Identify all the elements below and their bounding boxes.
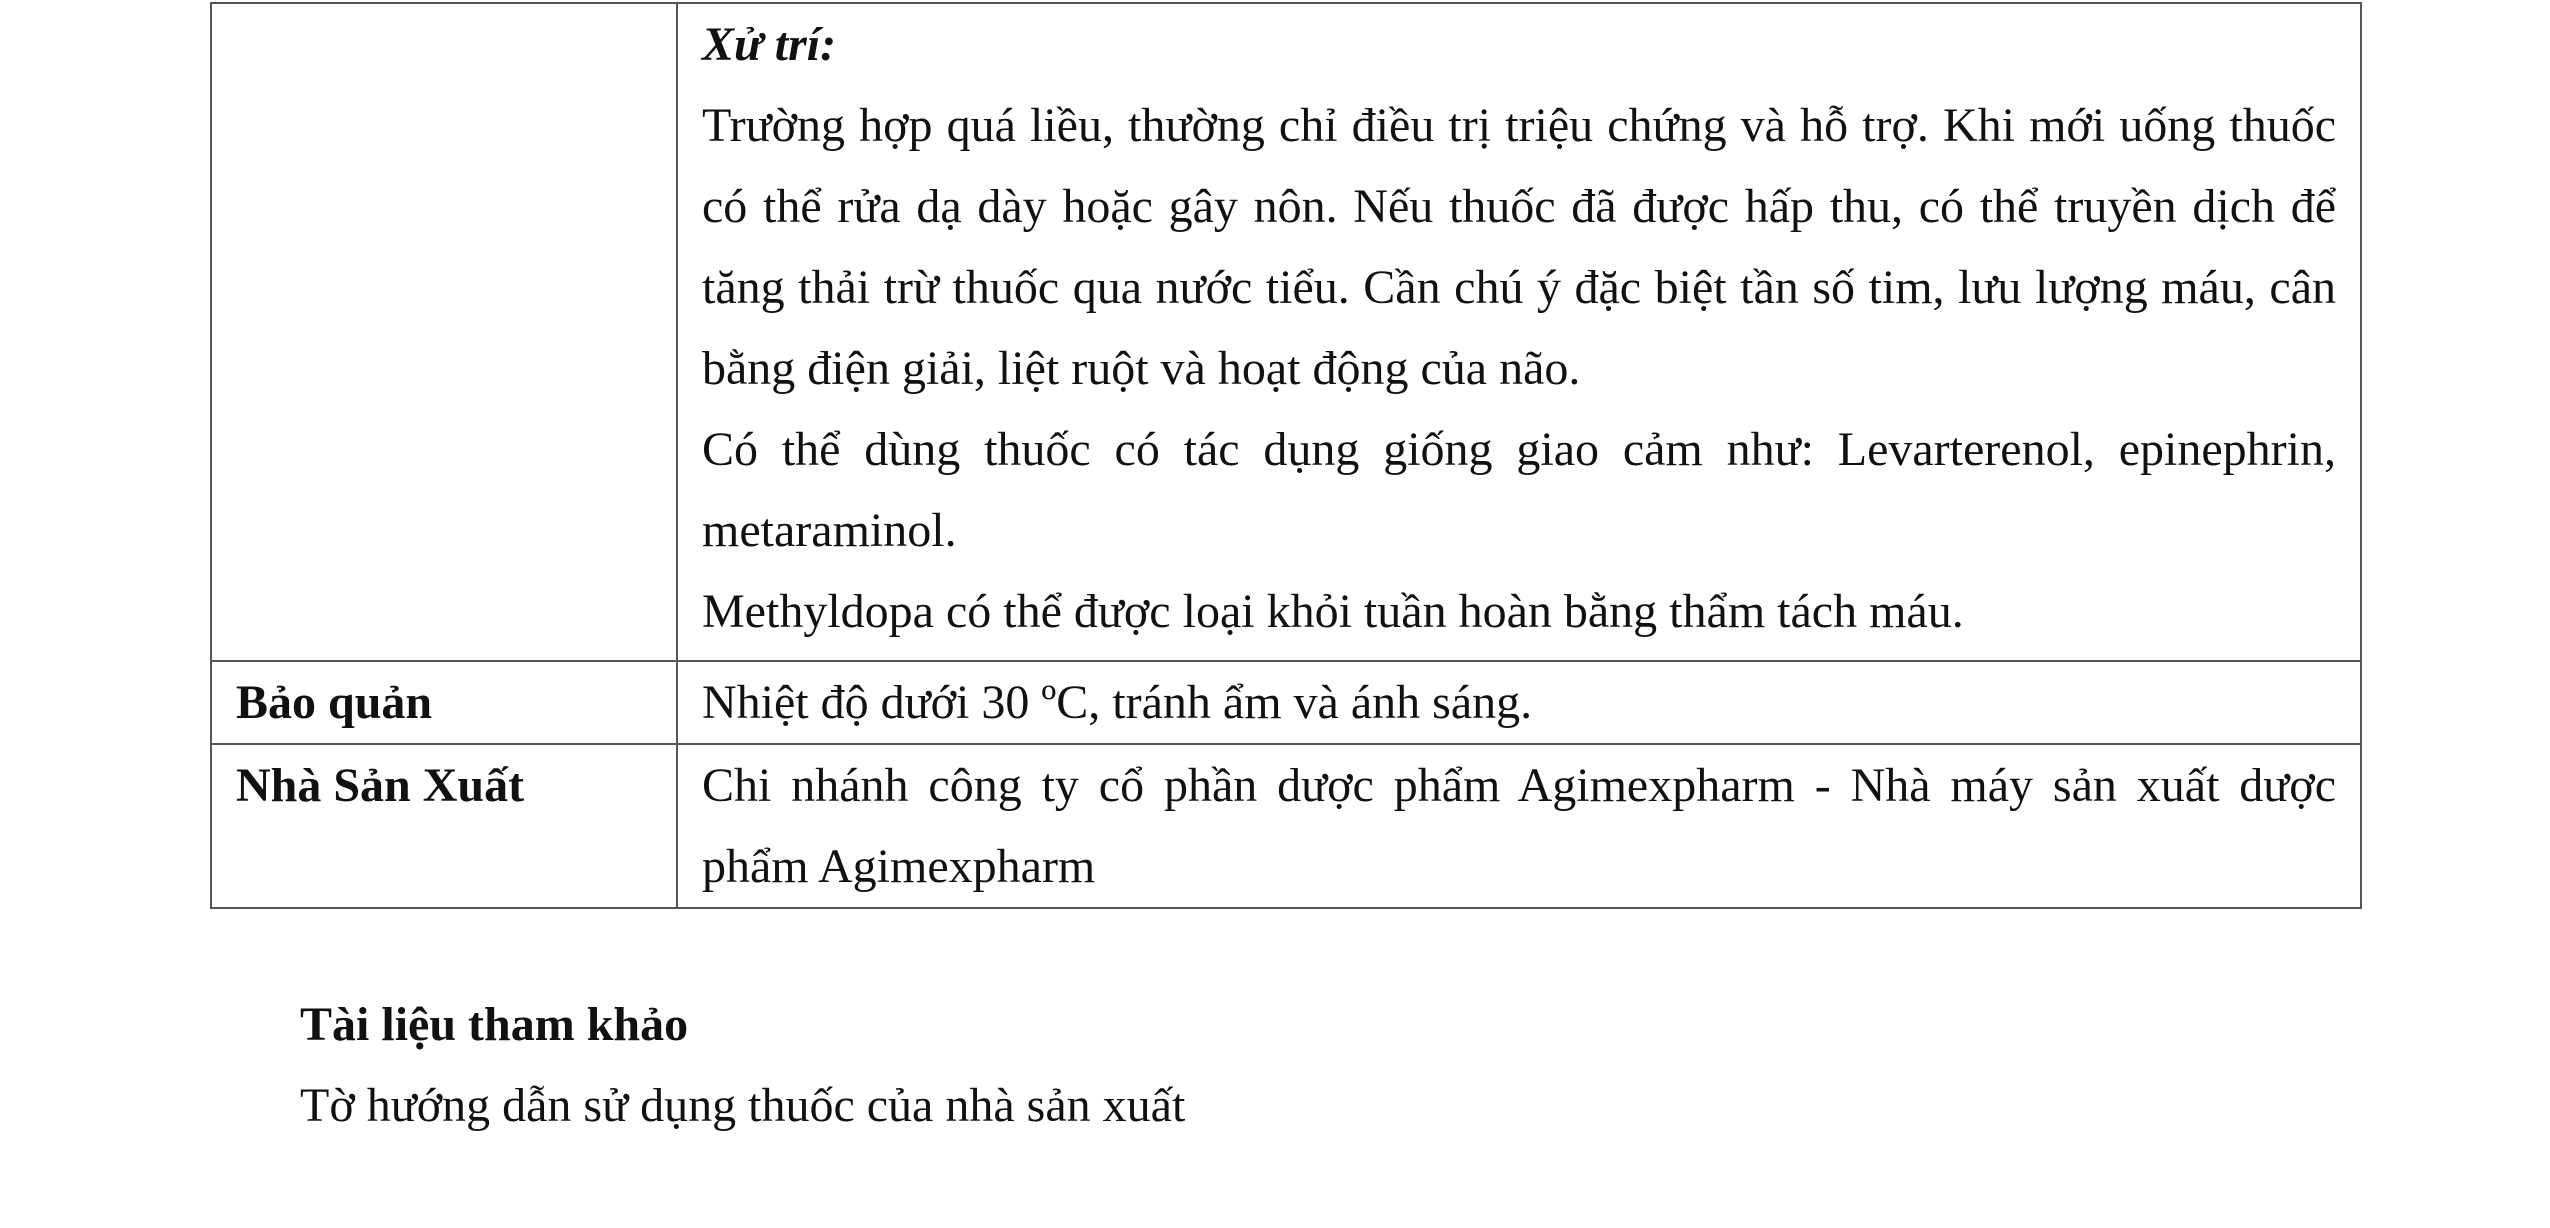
overdose-treatment-heading: Xử trí:: [702, 18, 837, 71]
overdose-treatment-paragraph-2: Có thể dùng thuốc có tác dụng giống giao cảm như: Levarterenol, epinephrin, metaraminol.: [702, 423, 2336, 557]
table-row-storage: [211, 661, 2361, 744]
drug-info-table: [210, 2, 2362, 909]
references-text: Tờ hướng dẫn sử dụng thuốc của nhà sản xuất: [300, 1079, 1186, 1132]
storage-value: Nhiệt độ dưới 30 ºC, tránh ẩm và ánh sáng.: [677, 661, 2361, 744]
overdose-treatment-cell: [677, 3, 2361, 661]
storage-label: Bảo quản: [211, 661, 677, 744]
manufacturer-value: Chi nhánh công ty cổ phần dược phẩm Agimexpharm - Nhà máy sản xuất dược phẩm Agimexpharm: [677, 744, 2361, 908]
row-label-empty: [211, 3, 677, 661]
overdose-treatment-paragraph-1: Trường hợp quá liều, thường chỉ điều trị triệu chứng và hỗ trợ. Khi mới uống thuốc có thể rửa dạ dày hoặc gây nôn. Nếu thuốc đã được hấp thu, có thể truyền dịch để tăng thải trừ thuốc qua nước tiểu. Cần chú ý đặc biệt tần số tim, lưu lượng máu, cân bằng điện giải, liệt ruột và hoạt động của não.: [702, 99, 2336, 395]
manufacturer-label: Nhà Sản Xuất: [211, 744, 677, 908]
references-section: [300, 984, 1185, 1146]
table-row-manufacturer: [211, 744, 2361, 908]
overdose-treatment-paragraph-3: Methyldopa có thể được loại khỏi tuần hoàn bằng thẩm tách máu.: [702, 585, 1964, 638]
references-title: Tài liệu tham khảo: [300, 998, 689, 1051]
table-row-overdose-treatment: [211, 3, 2361, 661]
